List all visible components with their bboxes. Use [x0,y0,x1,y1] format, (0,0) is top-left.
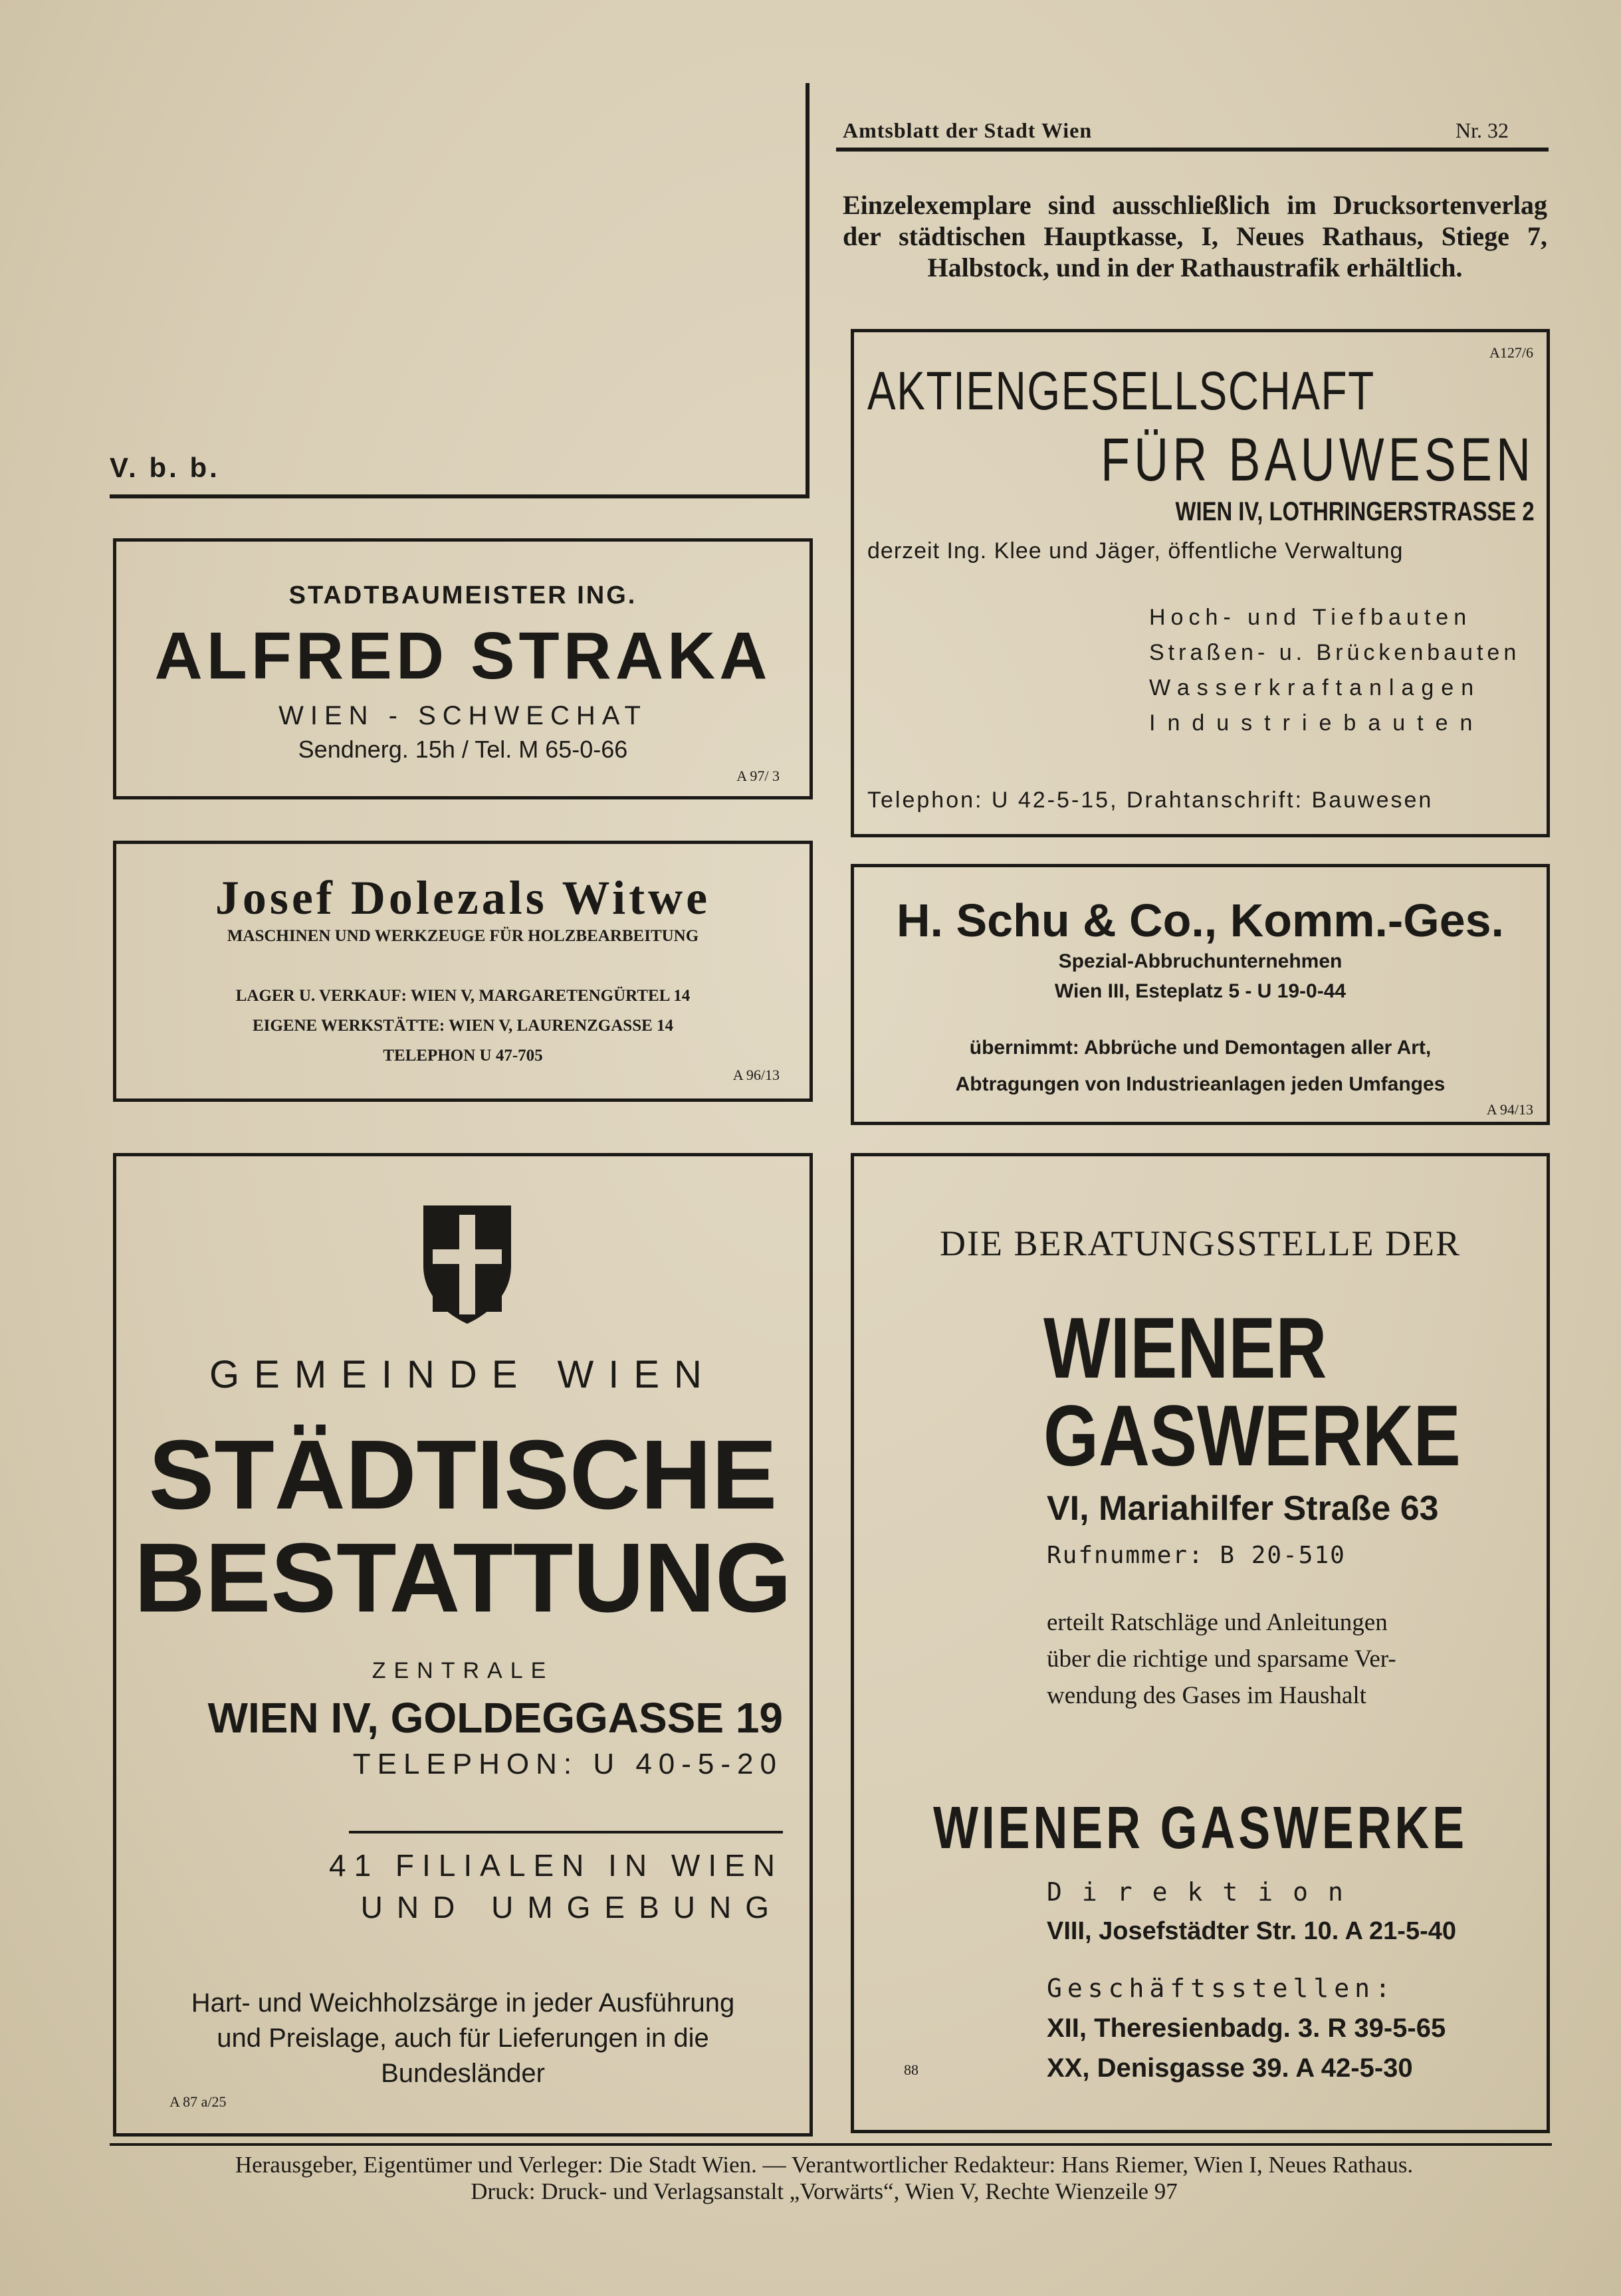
bauwesen-service-2: Straßen- u. Brückenbauten [1149,640,1521,665]
gaswerke-desc-1: erteilt Ratschläge und Anleitungen [1047,1609,1388,1636]
footer-rule [110,2143,1552,2146]
top-left-column-rule [110,494,810,498]
straka-name: ALFRED STRAKA [154,619,772,693]
ad-alfred-straka [113,538,813,799]
dolezal-line2: EIGENE WERKSTÄTTE: WIEN V, LAURENZGASSE 14 [252,1017,674,1035]
bestattung-divider [349,1831,783,1833]
bauwesen-admin: derzeit Ing. Klee und Jäger, öffentliche Verwaltung [867,538,1404,564]
bauwesen-ref: A127/6 [1489,344,1533,361]
gaswerke-ref: 88 [904,2061,919,2078]
gaswerke-name-2: GASWERKE [1043,1387,1461,1484]
footer-line-2: Druck: Druck- und Verlagsanstalt „Vorwärts“, Wien V, Rechte Wienzeile 97 [471,2178,1178,2204]
gaswerke-desc-2: über die richtige und sparsame Ver- [1047,1645,1396,1673]
schu-address: Wien III, Esteplatz 5 - U 19-0-44 [1054,980,1347,1002]
bestattung-branches-2: UND UMGEBUNG [360,1890,783,1925]
bauwesen-address: WIEN IV, LOTHRINGERSTRASSE 2 [1175,497,1535,526]
schu-desc-1: übernimmt: Abbrüche und Demontagen aller Art, [969,1037,1432,1059]
issue-number: Nr. 32 [1456,118,1509,142]
bauwesen-service-4: Industriebauten [1149,710,1485,736]
gaswerke-direktion: VIII, Josefstädter Str. 10. A 21-5-40 [1047,1917,1457,1945]
gaswerke-intro: DIE BERATUNGSSTELLE DER [940,1223,1461,1263]
bestattung-address: WIEN IV, GOLDEGGASSE 19 [207,1694,783,1742]
schu-ref: A 94/13 [1486,1101,1533,1118]
bauwesen-name-2: FÜR BAUWESEN [1101,426,1535,494]
gaswerke-direktion-label: Direktion [1047,1877,1363,1907]
ad-h-schu [851,864,1550,1125]
ad-wiener-gaswerke [851,1153,1550,2133]
straka-title-line: STADTBAUMEISTER ING. [288,581,637,609]
bestattung-desc-2: und Preislage, auch für Lieferungen in die [217,2024,709,2053]
bestattung-desc-3: Bundesländer [381,2059,545,2088]
dolezal-name: Josef Dolezals Witwe [215,871,711,924]
gaswerke-name-full: WIENER GASWERKE [932,1795,1468,1861]
dolezal-line1: LAGER U. VERKAUF: WIEN V, MARGARETENGÜRTEL 14 [235,987,691,1005]
ad-aktiengesellschaft-bauwesen [851,329,1550,837]
straka-ref: A 97/ 3 [736,768,780,784]
dolezal-ref: A 96/13 [732,1067,780,1083]
gaswerke-offices-label: Geschäftsstellen: [1047,1974,1396,2003]
gaswerke-phone: Rufnummer: B 20-510 [1047,1542,1346,1569]
bestattung-municipality: GEMEINDE WIEN [209,1353,716,1396]
schu-desc-2: Abtragungen von Industrieanlagen jeden Umfanges [955,1073,1446,1095]
bestattung-desc-1: Hart- und Weichholzsärge in jeder Ausführung [191,1988,735,2018]
bestattung-title-1: STÄDTISCHE [148,1420,778,1530]
gaswerke-office-1: XII, Theresienbadg. 3. R 39-5-65 [1047,2014,1446,2043]
distribution-notice: Einzelexemplare sind ausschließlich im Drucksortenverlag der städtischen Hauptkasse, I, Neues Rathaus, Stiege 7, Halbstock, und in der Rathaustrafik erhältlich. [843,190,1547,282]
straka-location: WIEN - SCHWECHAT [278,701,647,730]
bestattung-ref: A 87 a/25 [169,2093,227,2110]
schu-subtitle: Spezial-Abbruchunternehmen [1058,950,1343,972]
bauwesen-name-1: AKTIENGESELLSCHAFT [867,361,1375,421]
footer-line-1: Herausgeber, Eigentümer und Verleger: Die Stadt Wien. — Verantwortlicher Redakteur: Hans Riemer, Wien I, Neues Rathaus. [235,2152,1414,2178]
bestattung-phone: TELEPHON: U 40-5-20 [352,1748,783,1780]
gaswerke-desc-3: wendung des Gases im Haushalt [1047,1682,1366,1709]
publication-title: Amtsblatt der Stadt Wien [843,118,1093,142]
gaswerke-address: VI, Mariahilfer Straße 63 [1047,1489,1439,1528]
dolezal-subtitle: MASCHINEN UND WERKZEUGE FÜR HOLZBEARBEITUNG [227,927,699,945]
dolezal-line3: TELEPHON U 47-705 [383,1047,543,1065]
gaswerke-office-2: XX, Denisgasse 39. A 42-5-30 [1047,2053,1413,2083]
straka-address: Sendnerg. 15h / Tel. M 65-0-66 [298,736,628,763]
bauwesen-service-1: Hoch- und Tiefbauten [1149,605,1472,630]
bauwesen-contact: Telephon: U 42-5-15, Drahtanschrift: Bauwesen [867,787,1434,813]
gaswerke-name-1: WIENER [1043,1299,1327,1396]
bestattung-central: ZENTRALE [372,1658,554,1683]
top-left-column-border [806,83,810,498]
bestattung-title-2: BESTATTUNG [134,1523,792,1633]
bauwesen-service-3: Wasserkraftanlagen [1149,675,1481,700]
schu-name: H. Schu & Co., Komm.-Ges. [897,894,1504,946]
vienna-coat-of-arms-icon [421,1203,514,1326]
ad-josef-dolezal [113,841,813,1102]
bestattung-branches-1: 41 FILIALEN IN WIEN [328,1848,783,1883]
ad-staedtische-bestattung [113,1153,813,2137]
header-rule [836,148,1549,152]
vbb-mark: V. b. b. [110,452,220,483]
